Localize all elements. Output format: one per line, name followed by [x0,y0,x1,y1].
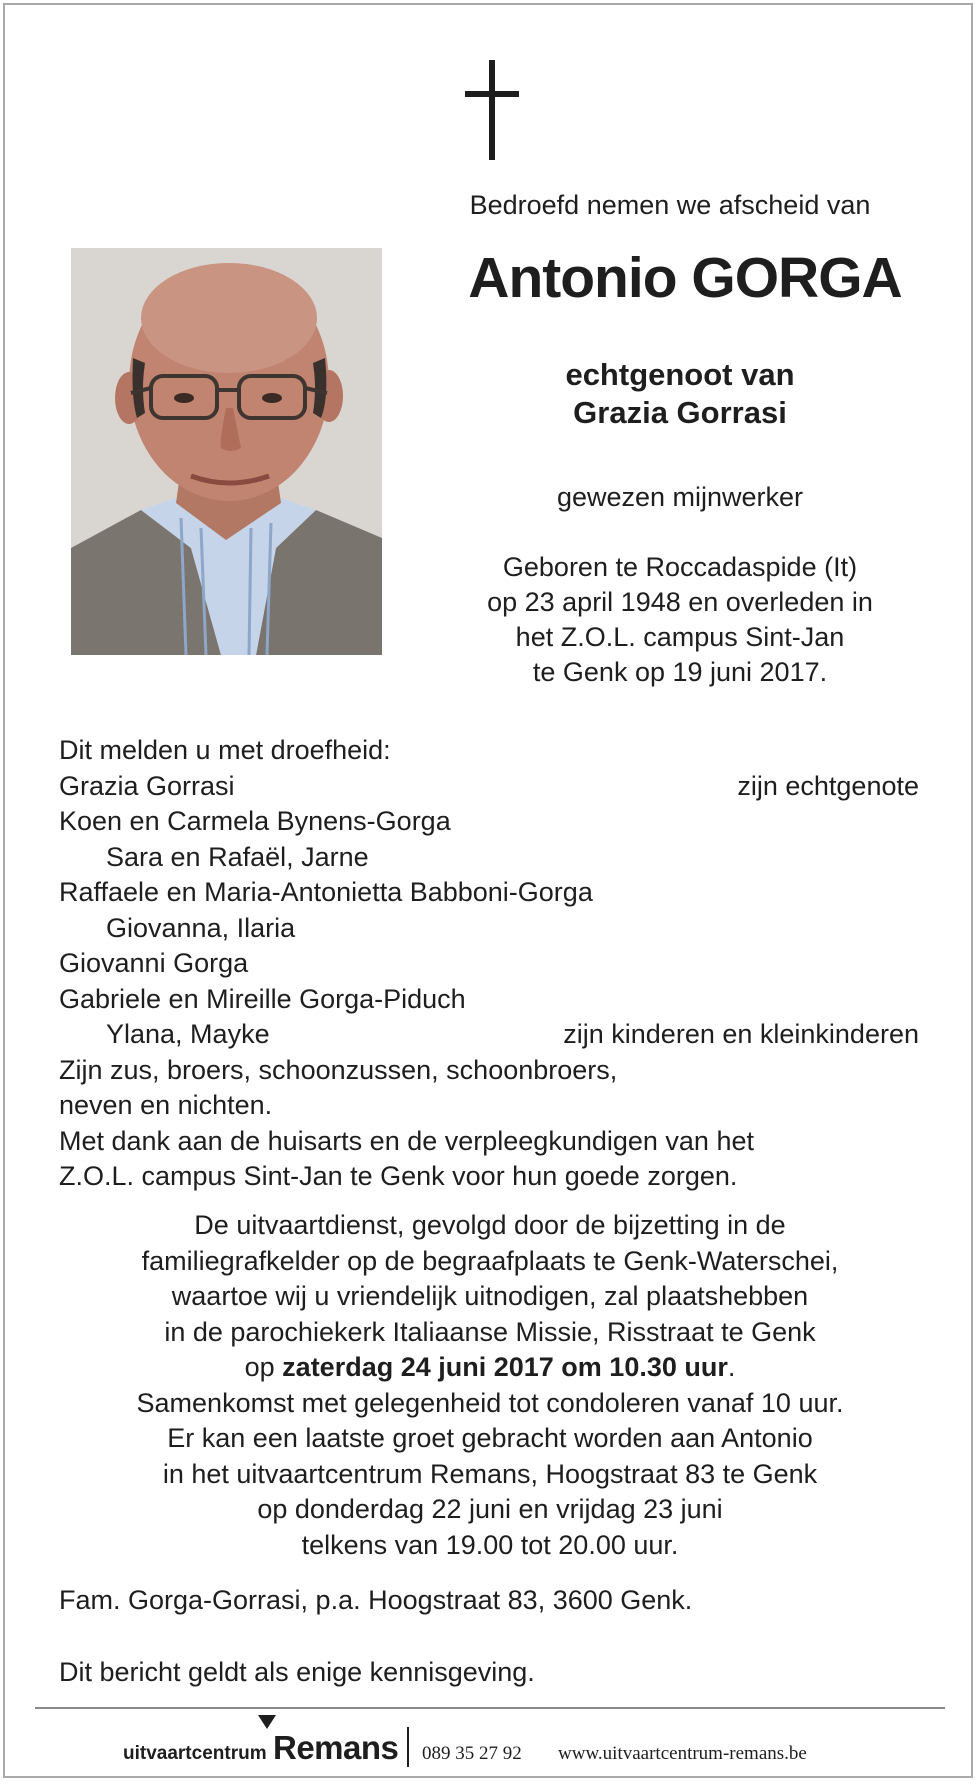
family-row: Sara en Rafaël, Jarne [106,841,369,872]
footer-label: uitvaartcentrum [123,1743,267,1764]
service-line: familiegrafkelder op de begraafplaats te Genk-Waterschei, [141,1245,839,1276]
footer-phone: 089 35 27 92 [422,1743,522,1764]
spouse-block [430,356,930,432]
family-row: Ylana, Mayke zijn kinderen en kleinkinderen [59,1017,919,1053]
service-date: zaterdag 24 juni 2017 om 10.30 uur [282,1352,728,1382]
birth-line: op 23 april 1948 en overleden in [487,587,873,617]
occupation: gewezen mijnwerker [556,482,804,512]
footer-divider [35,1707,945,1709]
family-address: Fam. Gorga-Gorrasi, p.a. Hoogstraat 83, 3600 Genk. [59,1585,693,1615]
family-row: Giovanna, Ilaria [106,912,296,943]
service-line: Samenkomst met gelegenheid tot condoleren vanaf 10 uur. [136,1387,844,1418]
family-row: Z.O.L. campus Sint-Jan te Genk voor hun goede zorgen. [59,1161,738,1191]
intro-text: Bedroefd nemen we afscheid van [469,190,871,220]
family-row: Dit melden u met droefheid: [59,735,391,765]
spouse-line-1: echtgenoot van [565,357,795,392]
service-line: telkens van 19.00 tot 20.00 uur. [301,1529,679,1560]
birth-death-details [420,550,940,690]
family-row: Met dank aan de huisarts en de verpleegkundigen van het [59,1125,754,1156]
birth-line: Geboren te Roccadaspide (It) [502,552,858,582]
footer [0,1715,980,1775]
relation-label: zijn kinderen en kleinkinderen [563,1019,919,1049]
service-line: waartoe wij u vriendelijk uitnodigen, zal plaatshebben [171,1281,809,1311]
family-list [59,733,919,1195]
relation-label: zijn echtgenote [737,770,919,801]
family-row: Giovanni Gorga [59,948,249,978]
family-row: Gabriele en Mireille Gorga-Piduch [59,983,466,1014]
service-line: in het uitvaartcentrum Remans, Hoogstraat 83 te Genk [162,1458,818,1489]
service-date-line: op zaterdag 24 juni 2017 om 10.30 uur. [244,1352,736,1382]
service-line: De uitvaartdienst, gevolgd door de bijzetting in de [194,1210,786,1240]
spouse-line-2: Grazia Gorrasi [573,395,787,430]
closing-notice: Dit bericht geldt als enige kennisgeving. [59,1657,535,1687]
birth-line: het Z.O.L. campus Sint-Jan [515,622,845,652]
family-row: Koen en Carmela Bynens-Gorga [59,806,451,836]
service-line: op donderdag 22 juni en vrijdag 23 juni [257,1494,723,1524]
family-row: Raffaele en Maria-Antonietta Babboni-Gorga [59,877,593,907]
service-details [40,1208,940,1563]
birth-line: te Genk op 19 juni 2017. [532,657,828,687]
triangle-logo-icon [258,1715,276,1729]
cross-icon [465,60,519,160]
service-line: in de parochiekerk Italiaanse Missie, Risstraat te Genk [164,1316,816,1347]
deceased-name: Antonio GORGA [468,246,902,310]
portrait-photo [71,248,382,655]
footer-website: www.uitvaartcentrum-remans.be [558,1743,807,1764]
footer-brand: Remans [273,1729,399,1766]
family-row: Grazia Gorrasi zijn echtgenote [59,769,919,805]
service-line: Er kan een laatste groet gebracht worden aan Antonio [167,1423,813,1453]
family-row: Zijn zus, broers, schoonzussen, schoonbroers, [59,1054,618,1085]
footer-separator [407,1727,409,1767]
family-row: neven en nichten. [59,1090,273,1120]
